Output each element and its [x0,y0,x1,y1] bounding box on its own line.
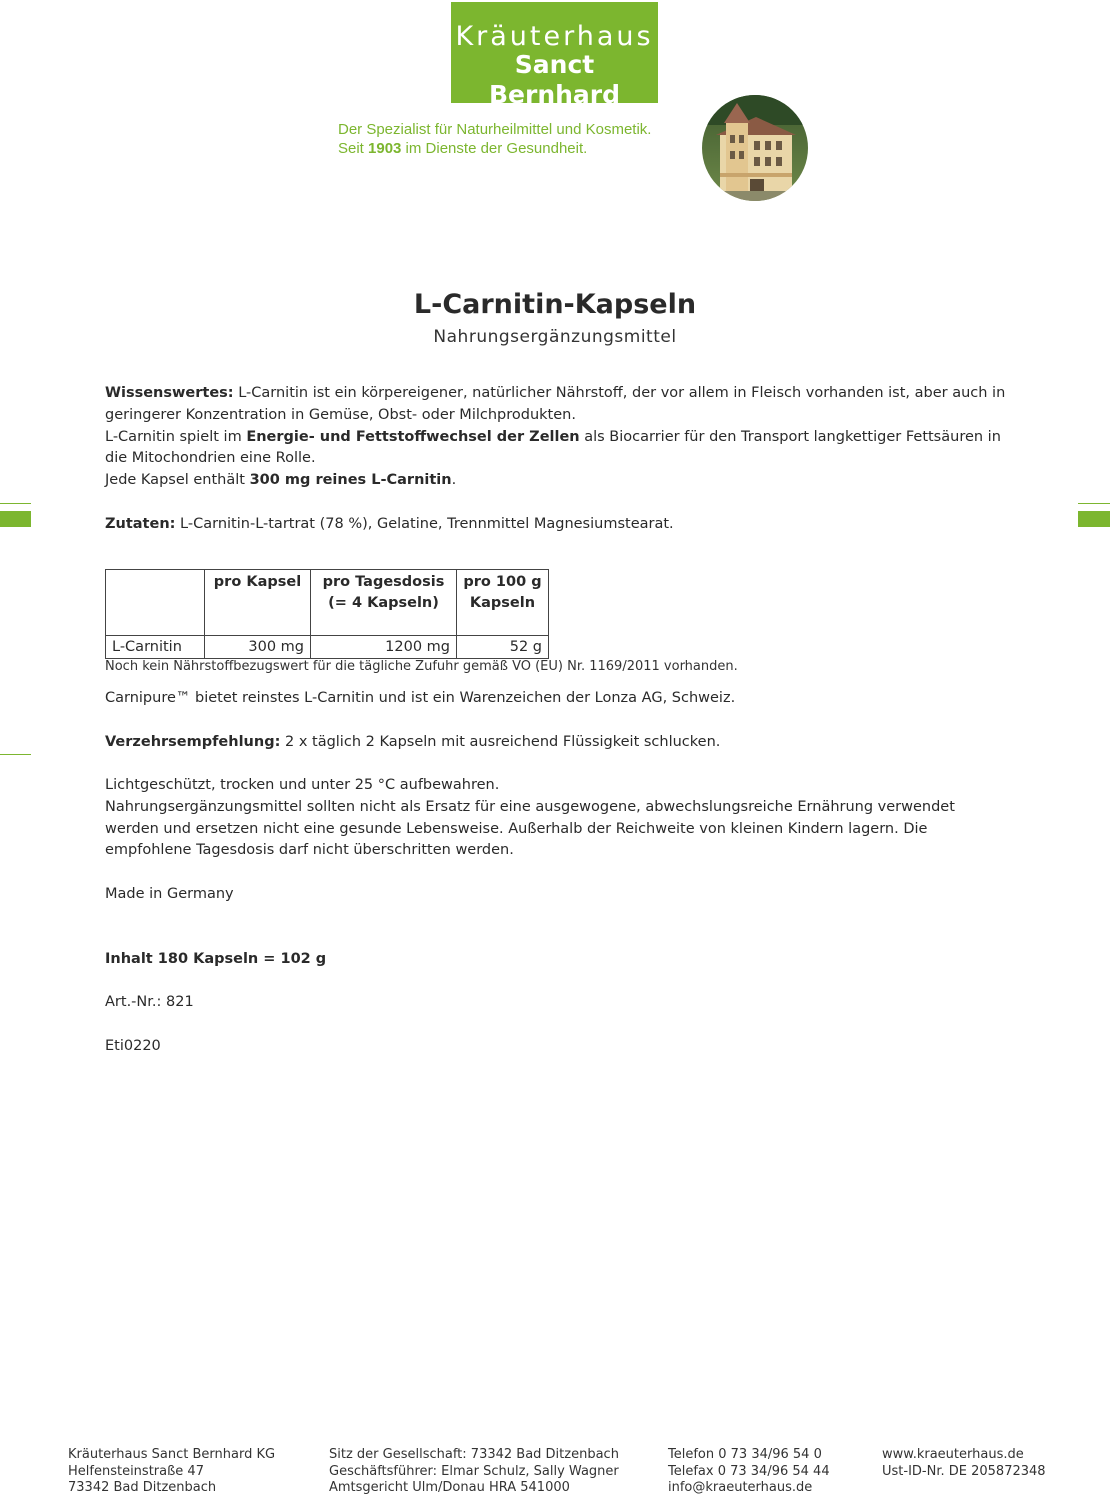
tagline-line2: Seit 1903 im Dienste der Gesundheit. [338,140,588,157]
table-header-empty [106,570,205,636]
footer-website[interactable]: www.kraeuterhaus.de [882,1447,1024,1462]
carnipure-note: Carnipure™ bietet reinstes L-Carnitin und ist ein Warenzeichen der Lonza AG, Schweiz. [105,690,736,706]
footer-vat-id: Ust-ID-Nr. DE 205872348 [882,1463,1046,1479]
wissenswertes-paragraph1: Wissenswertes: L-Carnitin ist ein körpereigener, natürlicher Nährstoff, der vor allem in Fleisch vorhanden ist, aber auch in geringerer Konzentration in Gemüse, Obst- oder Milchprodukten. [105,385,1006,423]
footer-fax: Telefax 0 73 34/96 54 44 [668,1463,830,1479]
wissenswertes-section [105,383,1015,492]
logo-text-line1: Kräuterhaus [455,21,654,52]
wissenswertes-paragraph2: L-Carnitin spielt im Energie- und Fettstoffwechsel der Zellen als Biocarrier für den Transport langkettiger Fettsäuren in die Mitochondrien eine Rolle. [105,428,1001,467]
logo-text-line2: Sanct Bernhard [488,50,621,109]
nutrition-table [105,569,549,659]
footer-company-name: Kräuterhaus Sanct Bernhard KG [68,1447,276,1462]
tagline-line1: Der Spezialist für Naturheilmittel und Kosmetik. [338,121,652,138]
product-subtitle: Nahrungsergänzungsmittel [433,327,677,347]
table-header-row [106,570,549,636]
table-header-pro-100g: pro 100 g Kapseln [457,570,549,636]
made-in-germany: Made in Germany [105,886,234,902]
table-cell-per-daily-dose: 1200 mg [311,636,457,659]
right-fold-mark [1078,511,1110,527]
product-title: L-Carnitin-Kapseln [413,289,697,320]
right-fold-line-top [1078,503,1110,504]
table-header-pro-kapsel: pro Kapsel [205,570,311,636]
footer-seat: Sitz der Gesellschaft: 73342 Bad Ditzenbach [329,1447,619,1462]
brand-logo [451,2,658,109]
footer-managers: Geschäftsführer: Elmar Schulz, Sally Wagner [329,1463,619,1479]
label-code: Eti0220 [105,1038,161,1054]
footer-phone: Telefon 0 73 34/96 54 0 [668,1447,822,1462]
building-photo-icon [702,95,808,201]
brand-tagline [338,120,651,158]
table-header-pro-tagesdosis: pro Tagesdosis (= 4 Kapseln) [311,570,457,636]
nutrition-footnote: Noch kein Nährstoffbezugswert für die tägliche Zufuhr gemäß VO (EU) Nr. 1169/2011 vorhanden. [105,659,738,674]
wissenswertes-paragraph3: Jede Kapsel enthält 300 mg reines L-Carnitin. [105,472,457,489]
left-fold-line-top [0,503,31,504]
table-cell-per-100g: 52 g [457,636,549,659]
table-cell-nutrient: L-Carnitin [106,636,205,659]
footer-company [68,1447,275,1497]
zutaten-section: Zutaten: L-Carnitin-L-tartrat (78 %), Gelatine, Trennmittel Magnesiumstearat. [105,516,674,532]
left-cut-line [0,754,31,755]
table-row [106,636,549,659]
footer-court: Amtsgericht Ulm/Donau HRA 541000 [329,1480,570,1495]
footer-web [882,1447,1046,1480]
storage-line2: Nahrungsergänzungsmittel sollten nicht als Ersatz für eine ausgewogene, abwechslungsreiche Ernährung verwendet werden und ersetzen nicht eine gesunde Lebensweise. Außerhalb der Reichweite von kleinen Kindern lagern. Die empfohlene Tagesdosis darf nicht überschritten werden. [105,798,955,859]
footer-email[interactable]: info@kraeuterhaus.de [668,1480,813,1495]
storage-section [105,775,1005,862]
article-number: Art.-Nr.: 821 [105,994,194,1010]
table-cell-per-capsule: 300 mg [205,636,311,659]
content-amount: Inhalt 180 Kapseln = 102 g [105,951,327,967]
footer-street: Helfensteinstraße 47 [68,1463,204,1479]
verzehrsempfehlung-section: Verzehrsempfehlung: 2 x täglich 2 Kapseln mit ausreichend Flüssigkeit schlucken. [105,734,721,750]
storage-line1: Lichtgeschützt, trocken und unter 25 °C aufbewahren. [105,777,500,793]
left-fold-mark [0,511,31,527]
footer-contact [668,1447,830,1497]
footer-city: 73342 Bad Ditzenbach [68,1480,217,1495]
footer-legal [329,1447,619,1497]
